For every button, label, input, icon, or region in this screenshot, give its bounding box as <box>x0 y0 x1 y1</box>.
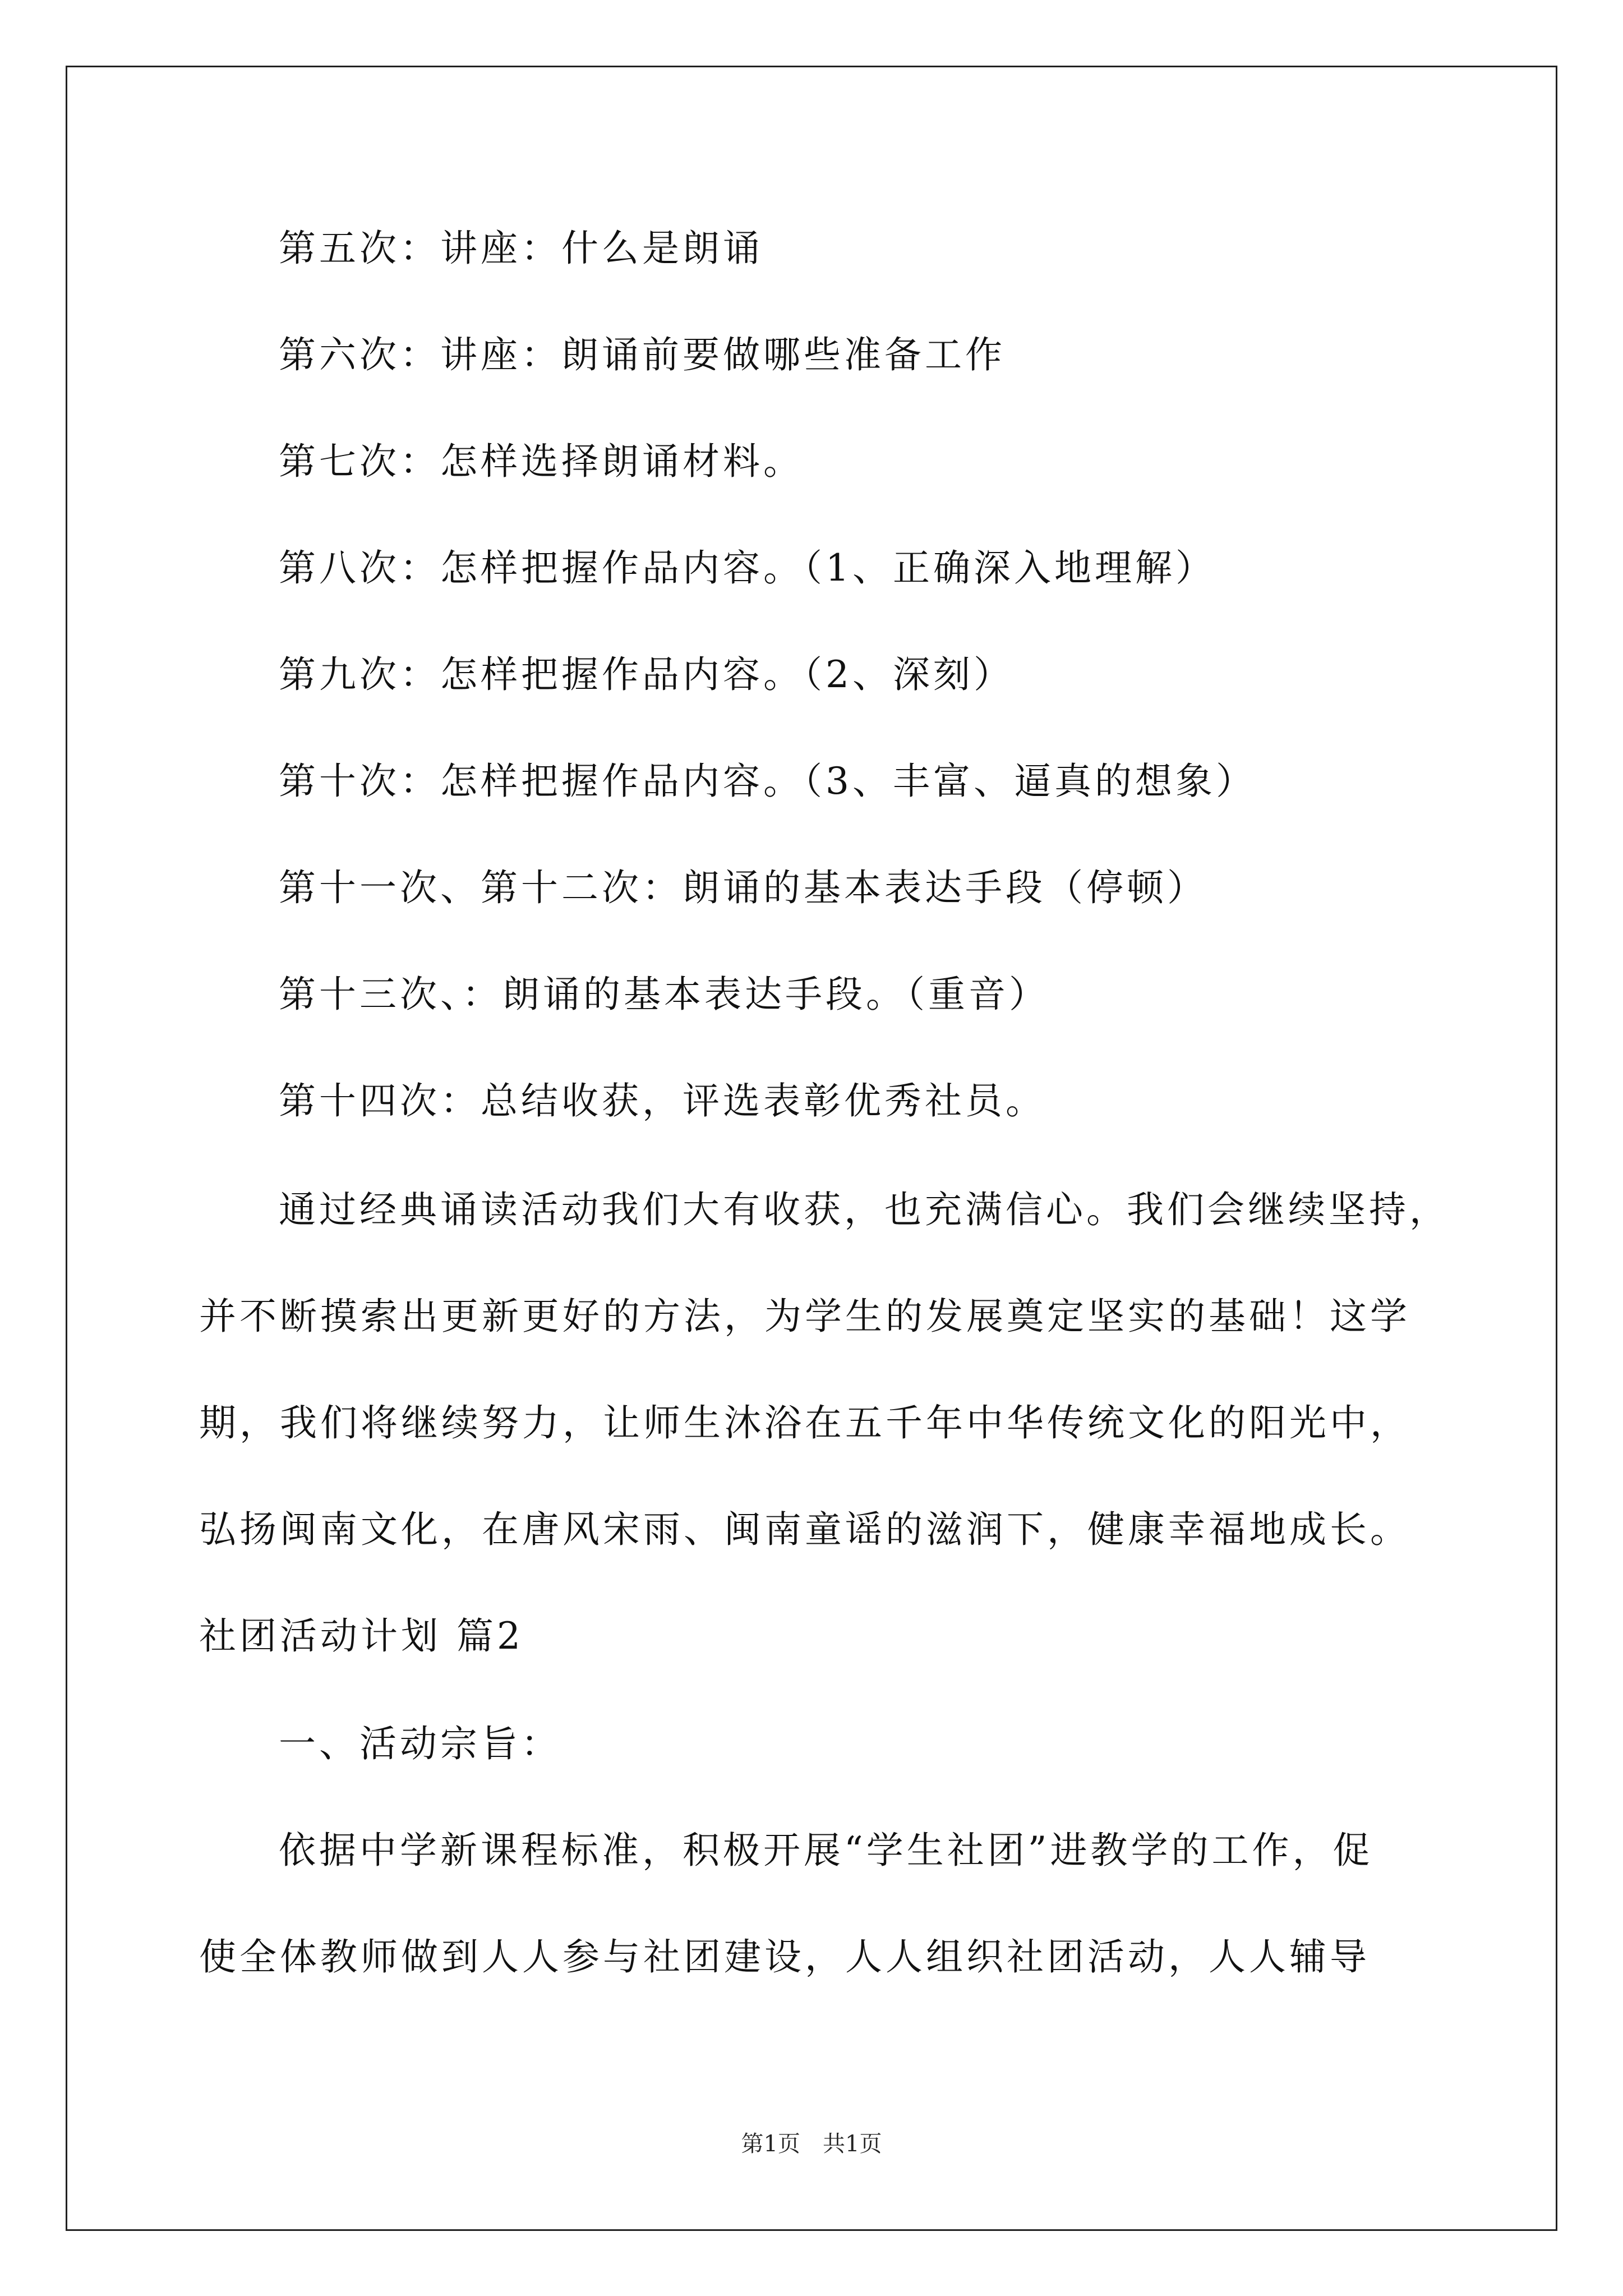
schedule-item-13: 第十三次、：朗诵的基本表达手段。（重音） <box>279 973 1049 1016</box>
schedule-item-6: 第六次：讲座：朗诵前要做哪些准备工作 <box>279 333 1006 376</box>
section-heading: 社团活动计划 篇2 <box>199 1614 524 1658</box>
schedule-item-5: 第五次：讲座：什么是朗诵 <box>279 227 763 270</box>
summary-paragraph-line-1: 通过经典诵读活动我们大有收获，也充满信心。我们会继续坚持， <box>279 1188 1450 1231</box>
schedule-item-14: 第十四次：总结收获，评选表彰优秀社员。 <box>279 1079 1046 1122</box>
body-paragraph-line-2: 使全体教师做到人人参与社团建设，人人组织社团活动，人人辅导 <box>199 1935 1370 1978</box>
schedule-item-8: 第八次：怎样把握作品内容。（1、正确深入地理解） <box>279 546 1216 590</box>
summary-paragraph-line-2: 并不断摸索出更新更好的方法，为学生的发展奠定坚实的基础！这学 <box>199 1295 1410 1338</box>
schedule-item-7: 第七次：怎样选择朗诵材料。 <box>279 440 804 483</box>
page-footer: 第1页 共1页 <box>741 2131 882 2157</box>
summary-paragraph-line-3: 期，我们将继续努力，让师生沐浴在五千年中华传统文化的阳光中， <box>199 1401 1410 1444</box>
schedule-item-9: 第九次：怎样把握作品内容。（2、深刻） <box>279 653 1014 696</box>
page-border <box>66 66 1557 2231</box>
subsection-heading: 一、活动宗旨： <box>279 1722 561 1765</box>
summary-paragraph-line-4: 弘扬闽南文化，在唐风宋雨、闽南童谣的滋润下，健康幸福地成长。 <box>199 1508 1410 1551</box>
schedule-item-11-12: 第十一次、第十二次：朗诵的基本表达手段（停顿） <box>279 866 1207 909</box>
schedule-item-10: 第十次：怎样把握作品内容。（3、丰富、逼真的想象） <box>279 760 1256 803</box>
body-paragraph-line-1: 依据中学新课程标准，积极开展“学生社团”进教学的工作，促 <box>279 1829 1373 1872</box>
